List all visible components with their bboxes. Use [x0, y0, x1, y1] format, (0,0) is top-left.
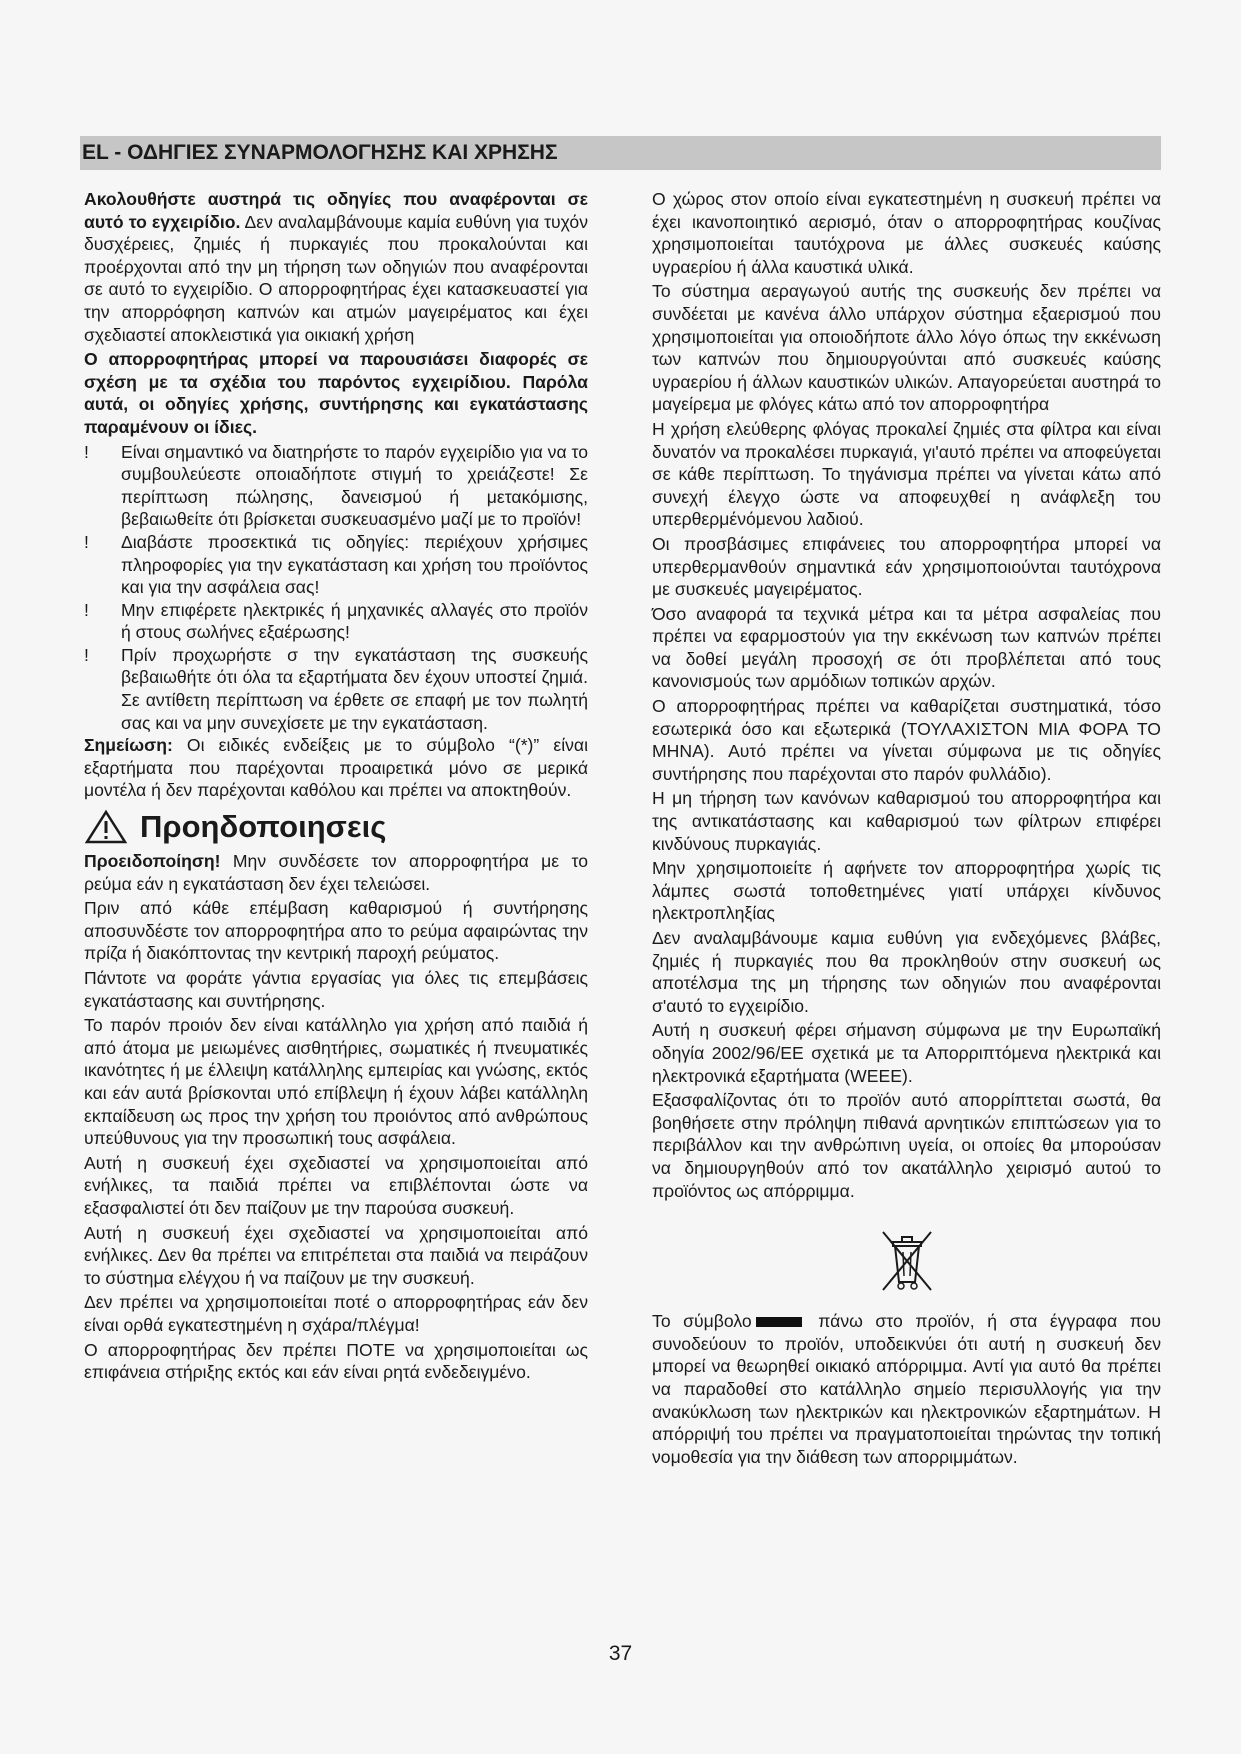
bullet-item: [84, 644, 588, 734]
bullet-item: [84, 531, 588, 599]
paragraph: Εξασφαλίζοντας ότι το προϊόν αυτό απορρίπτεται σωστά, θα βοηθήσετε στην πρόληψη πιθανά αρνητικών επιπτώσεων για το περιβάλλον και την ανθρώπινη υγεία, οι οποίες θα μπορούσαν να δημιουργηθούν από τον ακατάλληλο χειρισμό αυτού το προϊόντος ως απόρριμμα.: [652, 1090, 1161, 1201]
bullet-text: Είναι σημαντικό να διατηρήστε το παρόν εγχειρίδιο για να το συμβουλεύεστε οποιαδήποτε στιγμή το χρειάζεστε! Σε περίπτωση πώλησης, δανεισμού ή μετακόμισης, βεβαιωθείτε ότι βρίσκεται συσκευασμένο μαζί με το προϊόν!: [121, 441, 589, 530]
bullet-text: Μην επιφέρετε ηλεκτρικές ή μηχανικές αλλαγές στο προϊόν ή στους σωλήνες εξαέρωσης!: [121, 599, 588, 643]
differences-paragraph: Ο απορροφητήρας μπορεί να παρουσιάσει διαφορές σε σχέση με τα σχέδια του παρόντος εγχειρίδιου. Παρόλα αυτά, οι οδηγίες χρήσης, συντήρησης και εγκατάστασης παραμένουν οι ίδιες.: [84, 349, 588, 437]
warnings-title: Προηδοποιησεις: [140, 809, 387, 845]
bullet-text: Πρίν προχωρήστε σ την εγκατάσταση της συσκευής βεβαιωθήτε ότι όλα τα εξαρτήματα δεν έχουν υποστεί ζημιά. Σε αντίθετη περίπτωση να έρθετε σε επαφή με τον πωλητή σας και να μην συνεχίσετε με την εγκατάσταση.: [121, 644, 588, 733]
crossed-bin-icon: [877, 1226, 937, 1294]
bullet-item: [84, 599, 588, 644]
page-number: 37: [608, 1642, 633, 1665]
paragraph: Όσο αναφορά τα τεχνικά μέτρα και τα μέτρα ασφαλείας που πρέπει να εφαρμοστούν για την εκκένωση των καπνών πρέπει να δοθεί μεγάλη προσοχή σε ότι προβλέπεται από τους κανονισμούς των αρμόδιων τοπικών αρχών.: [652, 603, 1161, 692]
paragraph: Το παρόν προιόν δεν είναι κατάλληλο για χρήση από παιδιά ή από άτομα με μειωμένες αισθητήριες, σωματικές ή πνευματικές ικανότητες ή με έλλειψη κατάλληλης εμπειρίας και γνώσης, εκτός και εάν αυτά βρίσκονται υπό επίβλεψη ή έχουν λάβει κατάλληλη εκπαίδευση ως προς την χρήση του προιόντος από ανθρώπους υπεύθυνους για την προσωπική τους ασφάλεια.: [84, 1015, 588, 1149]
paragraph: Πριν από κάθε επέμβαση καθαρισμού ή συντήρησης αποσυνδέστε τον απορροφητήρα απο το ρεύμα αφαιρώντας την πρίζα ή διακόπτοντας την κεντρική παροχή ρεύματος.: [84, 898, 588, 964]
paragraph: Δεν πρέπει να χρησιμοποιείται ποτέ ο απορροφητήρας εάν δεν είναι ορθά εγκατεστημένη η σχάρα/πλέγμα!: [84, 1292, 588, 1335]
note-text: Οι ειδικές ενδείξεις με το σύμβολο “(*)” είναι εξαρτήματα που παρέχονται προαιρετικά μόνο σε μερικά μοντέλα ή δεν παρέχονται καθόλου και πρέπει να αποκτηθούν.: [84, 735, 588, 801]
intro-text: Δεν αναλαμβάνουμε καμία ευθύνη για τυχόν δυσχέρειες, ζημιές ή πυρκαγιές που προκαλούνται και προέρχονται από την μη τήρηση των οδηγιών που αναφέρονται σε αυτό το εγχειρίδιο. Ο απορροφητήρας έχει κατασκευαστεί για την απορρόφηση καπνών και ατμών μαγειρέματος και έχει σχεδιαστεί αποκλειστικά για οικιακή χρήση: [84, 211, 588, 345]
black-bar-symbol-icon: [756, 1317, 802, 1327]
paragraph: Η χρήση ελεύθερης φλόγας προκαλεί ζημιές στα φίλτρα και είναι δυνατόν να προκαλέσει πυρκαγιά, γι'αυτό πρέπει να αποφεύγεται σε κάθε περίπτωση. Το τηγάνισμα πρέπει να γίνεται κάτω από συνεχή έλεγχο ώστε να αποφευχθεί η ανάφλεξη του υπερθερμένόμενου λαδιού.: [652, 418, 1161, 530]
paragraph: Το σύστημα αεραγωγού αυτής της συσκευής δεν πρέπει να συνδέεται με κανένα άλλο υπάρχον σύστημα εξαερισμού που χρησιμοποιείται για οποιοδήποτε άλλο λόγο όπως την εκκένωση των καπνών που δημιουργούνται από συσκευές καύσης υγραερίου ή άλλων καυστικών υλικών. Απαγορεύεται αυστηρά το μαγείρεμα με φλόγες κάτω από τον απορροφητήρα: [652, 281, 1161, 415]
right-column: [652, 188, 1161, 1470]
paragraph: Πάντοτε να φοράτε γάντια εργασίας για όλες τις επεμβάσεις εγκατάστασης και συντήρησης.: [84, 968, 588, 1011]
intro-bold: Ακολουθήστε αυστηρά τις οδηγίες που αναφέρονται σε αυτό το εγχειρίδιο.: [84, 189, 588, 232]
paragraph: Δεν αναλαμβάνουμε καμια ευθύνη για ενδεχόμενες βλάβες, ζημιές ή πυρκαγιές που θα προκληθούν στην συσκευή ως αποτέλσμα της μη τήρησης των οδηγιών που αναφέρονται σ'αυτό το εγχειρίδιο.: [652, 928, 1161, 1016]
bullet-text: Διαβάστε προσεκτικά τις οδηγίες: περιέχουν χρήσιμες πληροφορίες για την εγκατάσταση και χρήση του προϊόντος και για την ασφάλεια σας!: [121, 531, 588, 598]
warning-text: Μην συνδέσετε τον απορροφητήρα με το ρεύμα εάν η εγκατάσταση δεν έχει τελειώσει.: [84, 851, 588, 894]
exclamation-icon: !: [84, 531, 89, 552]
paragraph: Μην χρησιμοποιείτε ή αφήνετε τον απορροφητήρα χωρίς τις λάμπες σωστά τοποθετημένες γιατί υπάρχει κίνδυνος ηλεκτροπληξίας: [652, 858, 1161, 924]
symbol-text-before: Το σύμβολο: [652, 1311, 752, 1332]
bullet-item: [84, 441, 588, 531]
weee-symbol: [652, 1226, 1161, 1300]
left-column: [84, 188, 588, 1386]
paragraph: Αυτή η συσκευή έχει σχεδιαστεί να χρησιμοποιείται από ενήλικες, τα παιδιά πρέπει να επιβλέπονται ώστε να εξασφαλιστεί ότι δεν παίζουν με την παρούσα συσκευή.: [84, 1152, 588, 1218]
note-label: Σημείωση:: [84, 735, 173, 756]
paragraph: Ο απορροφητήρας δεν πρέπει ΠΟΤΕ να χρησιμοποιείται ως επιφάνεια στήριξης εκτός και εάν είναι ρητά ενδεδειγμένο.: [84, 1339, 588, 1383]
exclamation-icon: !: [84, 599, 89, 620]
paragraph: Ο απορροφητήρας πρέπει να καθαρίζεται συστηματικά, τόσο εσωτερικά όσο και εξωτερικά (ΤΟΥΛΑΧΙΣΤΟΝ ΜΙΑ ΦΟΡΑ ΤΟ ΜΗΝΑ). Αυτό πρέπει να γίνεται σύμφωνα με τις οδηγίες συντήρησης που παρέχονται στο παρόν φυλλάδιο).: [652, 696, 1161, 784]
paragraph: Αυτή η συσκευή φέρει σήμανση σύμφωνα με την Ευρωπαϊκή οδηγία 2002/96/ΕΕ σχετικά με τα Απορριπτόμενα ηλεκτρικά και ηλεκτρονικά εξαρτήματα (WEEE).: [652, 1020, 1161, 1086]
paragraph: Οι προσβάσιμες επιφάνειες του απορροφητήρα μπορεί να υπερθερμανθούν σημαντικά εάν χρησιμοποιούνται ταυτόχρονα με συσκευές μαγειρέματος.: [652, 533, 1161, 600]
symbol-text-after: πάνω στο προϊόν, ή στα έγγραφα που συνοδεύουν το προϊόν, υποδεικνύει ότι αυτή η συσκευή δεν μπορεί να θεωρηθεί οικιακό απόρριμμα. Αντί για αυτό θα πρέπει να παραδοθεί στο κατάλληλο σημείο περισυλλογής για την ανακύκλωση των ηλεκτρικών και ηλεκτρονικών εξαρτημάτων. Η απόρριψή του πρέπει να πραγματοποιείται τηρώντας την τοπική νομοθεσία για την διάθεση των απορριμμάτων.: [652, 1311, 1161, 1467]
paragraph: Η μη τήρηση των κανόνων καθαρισμού του απορροφητήρα και της αντικατάστασης και καθαρισμού των φίλτρων επιφέρει κινδύνους πυρκαγιάς.: [652, 788, 1161, 854]
paragraph: Ο χώρος στον οποίο είναι εγκατεστημένη η συσκευή πρέπει να έχει ικανοποιητικό αερισμό, όταν ο απορροφητήρας κουζίνας χρησιμοποιείται ταυτόχρονα με άλλες συσκευές καύσης υγραερίου ή άλλα καυστικά υλικά.: [652, 189, 1161, 277]
paragraph: Αυτή η συσκευή έχει σχεδιαστεί να χρησιμοποιείται από ενήλικες. Δεν θα πρέπει να επιτρέπεται στα παιδιά να πειράζουν το σύστημα ελέγχου ή να παίζουν με την συσκευή.: [84, 1222, 588, 1288]
warnings-heading: [84, 808, 588, 846]
warning-triangle-icon: [84, 809, 128, 845]
note-paragraph: [84, 734, 588, 802]
warning-label: Προειδοποίηση!: [84, 851, 221, 872]
intro-paragraph: [84, 188, 588, 346]
exclamation-icon: !: [84, 441, 89, 462]
symbol-paragraph: [652, 1310, 1161, 1468]
exclamation-icon: !: [84, 644, 89, 665]
section-header: EL - ΟΔΗΓΙΕΣ ΣΥΝΑΡΜΟΛΟΓΗΣΗΣ ΚΑΙ ΧΡΗΣΗΣ: [80, 136, 1161, 170]
warning-paragraph: [84, 850, 588, 895]
